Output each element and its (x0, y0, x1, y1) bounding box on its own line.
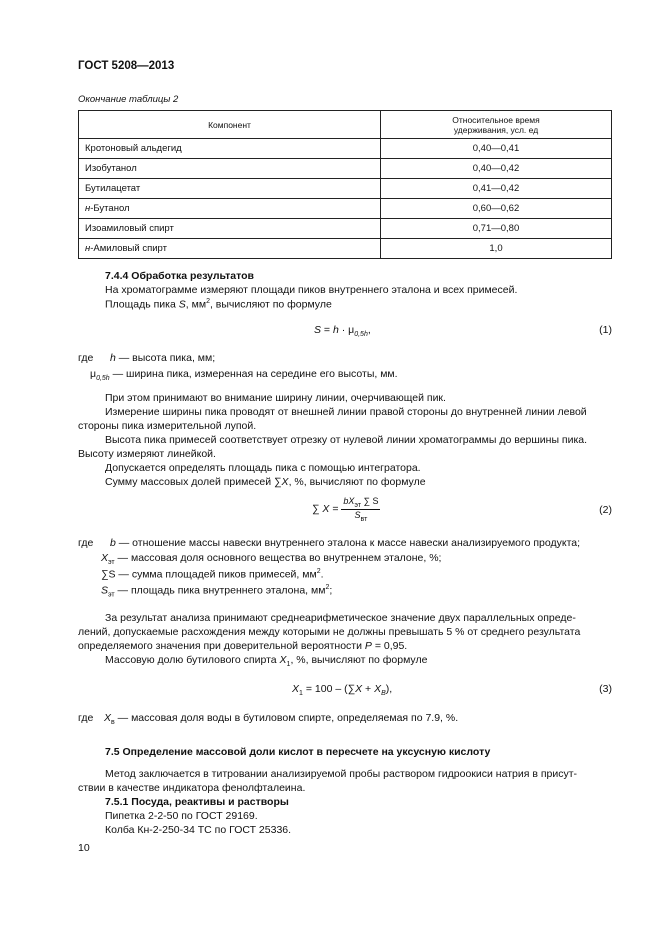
section-heading-7-5: 7.5 Определение массовой доли кислот в пересчете на уксусную кислоту (105, 746, 491, 758)
formula-3: $X_1 = 100 - (\sum X + X_B)$, (292, 683, 393, 698)
value-cell: 0,41—0,42 (381, 179, 612, 199)
page-number: 10 (78, 842, 90, 854)
component-cell: Бутилацетат (79, 179, 381, 199)
paragraph: Площадь пика S, $мм^2$, вычисляют по формуле (105, 298, 332, 311)
table-caption: Окончание таблицы 2 (78, 94, 179, 105)
definition-b: b — отношение массы навески внутреннего эталона к массе навески анализируемого продукта; (110, 537, 581, 549)
column-header-line1: Относительное время (452, 114, 540, 125)
definition-h: h — высота пика, мм; (110, 352, 216, 364)
paragraph: Высоту измеряют линейкой. (78, 448, 216, 460)
table-row (79, 179, 612, 199)
paragraph: За результат анализа принимают среднеарифметическое значение двух параллельных опреде- (105, 612, 576, 624)
table-row (79, 219, 612, 239)
table-row (79, 159, 612, 179)
retention-time-table (78, 110, 612, 259)
list-item: Колба Кн-2-250-34 ТС по ГОСТ 25336. (105, 824, 292, 836)
paragraph: Высота пика примесей соответствует отрезку от нулевой линии хроматограммы до вершины пика. (105, 434, 588, 446)
table-row (79, 239, 612, 259)
document-header: ГОСТ 5208—2013 (78, 60, 175, 72)
value-cell: 0,40—0,41 (381, 139, 612, 159)
paragraph: Массовую долю бутилового спирта $X_1$, %, вычисляют по формуле (105, 654, 428, 669)
section-heading-7-5-1: 7.5.1 Посуда, реактивы и растворы (105, 796, 289, 808)
column-header-retention-time (381, 111, 612, 139)
paragraph: Допускается определять площадь пика с помощью интегратора. (105, 462, 421, 474)
where-label: где (78, 352, 94, 364)
value-cell: 0,60—0,62 (381, 199, 612, 219)
column-header-component: Компонент (79, 111, 381, 139)
definition-x-et: $X_{эт}$ — массовая доля основного вещества во внутреннем эталоне, %; (101, 552, 442, 567)
definition-sum-s: ∑S — сумма площадей пиков примесей, $мм^2$. (101, 568, 324, 581)
component-cell: Изобутанол (79, 159, 381, 179)
where-label: где (78, 712, 94, 724)
definition-mu: $\mu_{0,5h}$ — ширина пика, измеренная на середине его высоты, мм. (90, 368, 398, 383)
paragraph: стороны пика измерительной лупой. (78, 420, 257, 432)
paragraph: При этом принимают во внимание ширину линии, очерчивающей пик. (105, 392, 446, 404)
component-cell: н-Амиловый спирт (79, 239, 381, 259)
paragraph: Метод заключается в титровании анализируемой пробы раствором гидроокиси натрия в присут- (105, 768, 578, 780)
definition-x-v: $X_в$ — массовая доля воды в бутиловом спирте, определяемая по 7.9, %. (104, 712, 459, 727)
definition-s-et: $S_{эт}$ — площадь пика внутреннего эталона, $мм^2$; (101, 584, 333, 599)
paragraph: лений, допускаемые расхождения между которыми не должны превышать 5 % от среднего результата (78, 626, 581, 638)
list-item: Пипетка 2-2-50 по ГОСТ 29169. (105, 810, 258, 822)
formula-2: ∑ X = $\frac{bX_{эт} \sum S}{S_{вт}}$ (312, 496, 379, 523)
table-header-row (79, 111, 612, 139)
where-label: где (78, 537, 94, 549)
value-cell: 1,0 (381, 239, 612, 259)
paragraph: определяемого значения при доверительной вероятности P = 0,95. (78, 640, 408, 652)
equation-number-2: (2) (599, 504, 612, 516)
paragraph: На хроматограмме измеряют площади пиков внутреннего эталона и всех примесей. (105, 284, 518, 296)
section-heading-7-4-4: 7.4.4 Обработка результатов (105, 270, 254, 282)
value-cell: 0,40—0,42 (381, 159, 612, 179)
table-row (79, 199, 612, 219)
paragraph: Измерение ширины пика проводят от внешней линии правой стороны до внутренней линии левой (105, 406, 587, 418)
column-header-line2: удерживания, усл. ед (453, 124, 539, 135)
component-cell: н-Бутанол (79, 199, 381, 219)
formula-1: $S = h \cdot \mu_{0,5h}$, (314, 324, 371, 339)
value-cell: 0,71—0,80 (381, 219, 612, 239)
table-row (79, 139, 612, 159)
paragraph: ствии в качестве индикатора фенолфталеина. (78, 782, 306, 794)
equation-number-1: (1) (599, 324, 612, 336)
equation-number-3: (3) (599, 683, 612, 695)
fraction: $\frac{bX_{эт} \sum S}{S_{вт}}$ (343, 496, 379, 523)
component-cell: Кротоновый альдегид (79, 139, 381, 159)
component-cell: Изоамиловый спирт (79, 219, 381, 239)
paragraph: Сумму массовых долей примесей ∑X, %, вычисляют по формуле (105, 476, 426, 488)
